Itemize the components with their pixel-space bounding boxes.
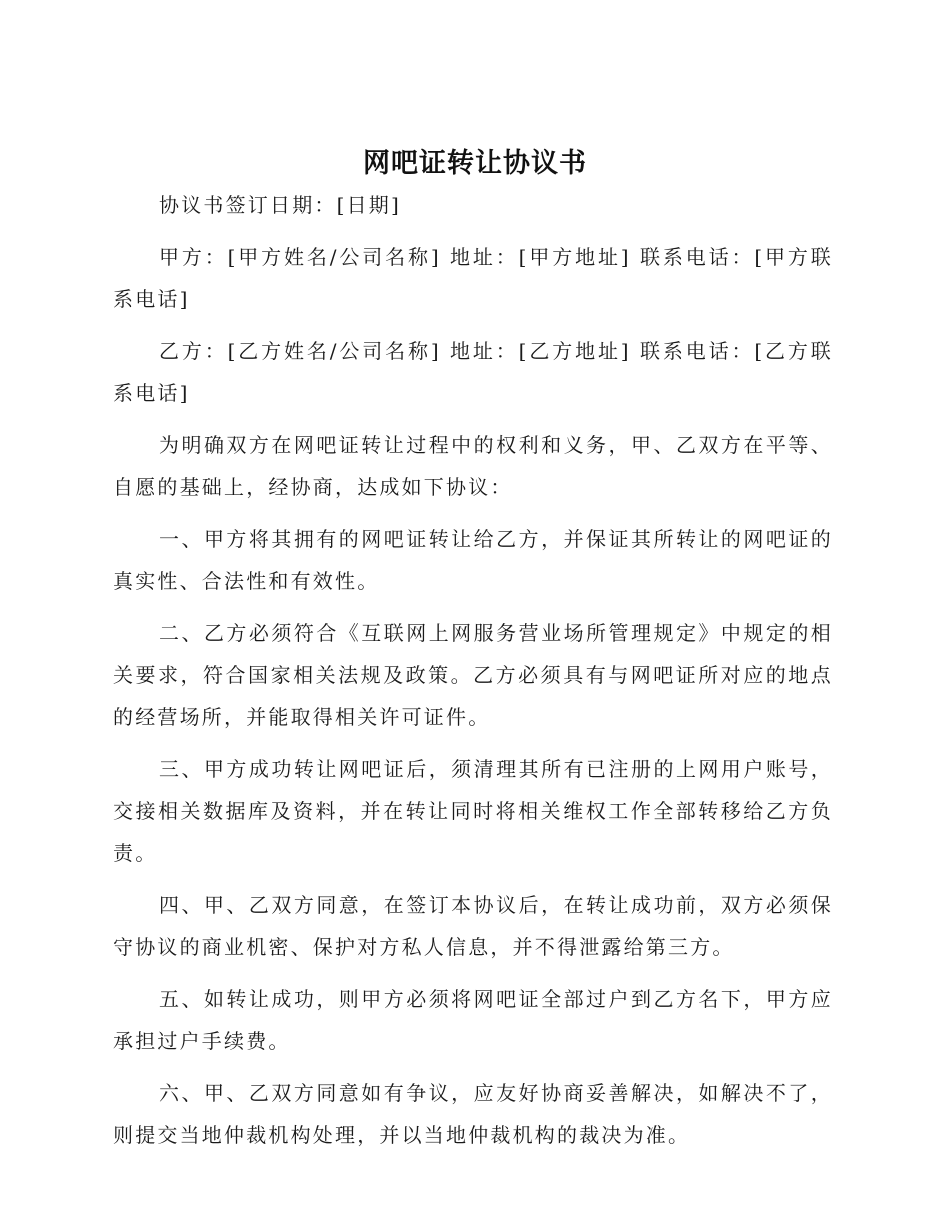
signing-date-line: 协议书签订日期：[日期] — [159, 193, 402, 217]
document-title: 网吧证转让协议书 — [363, 148, 587, 179]
clause-4: 四、甲、乙双方同意，在签订本协议后，在转让成功前，双方必须保守协议的商业机密、保护对方私人信息，并不得泄露给第三方。 — [113, 893, 833, 959]
clause-5: 五、如转让成功，则甲方必须将网吧证全部过户到乙方名下，甲方应承担过户手续费。 — [113, 987, 833, 1053]
clause-3: 三、甲方成功转让网吧证后，须清理其所有已注册的上网用户账号，交接相关数据库及资料，并在转让同时将相关维权工作全部转移给乙方负责。 — [113, 757, 833, 865]
party-b-line: 乙方：[乙方姓名/公司名称] 地址：[乙方地址] 联系电话：[乙方联系电话] — [113, 339, 833, 405]
clause-6: 六、甲、乙双方同意如有争议，应友好协商妥善解决，如解决不了，则提交当地仲裁机构处理，并以当地仲裁机构的裁决为准。 — [113, 1081, 833, 1147]
preamble-paragraph: 为明确双方在网吧证转让过程中的权利和义务，甲、乙双方在平等、自愿的基础上，经协商，达成如下协议： — [113, 433, 833, 499]
party-a-line: 甲方：[甲方姓名/公司名称] 地址：[甲方地址] 联系电话：[甲方联系电话] — [113, 245, 833, 311]
clause-1: 一、甲方将其拥有的网吧证转让给乙方，并保证其所转让的网吧证的真实性、合法性和有效性。 — [113, 527, 833, 593]
clause-2: 二、乙方必须符合《互联网上网服务营业场所管理规定》中规定的相关要求，符合国家相关法规及政策。乙方必须具有与网吧证所对应的地点的经营场所，并能取得相关许可证件。 — [113, 621, 833, 729]
document-body — [113, 184, 833, 1156]
